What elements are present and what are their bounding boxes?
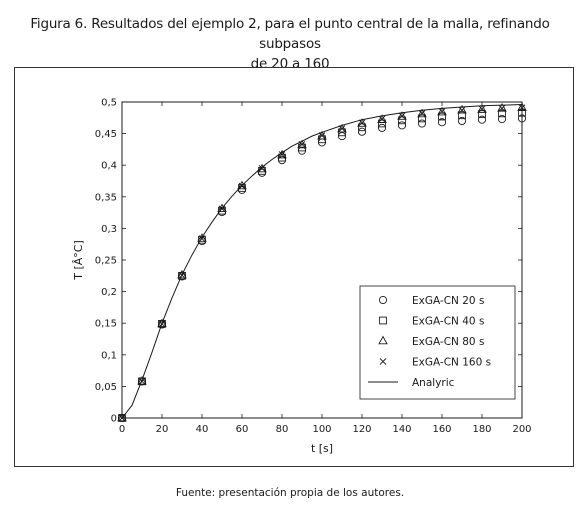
x-tick-label: 20	[155, 424, 169, 435]
x-tick-label: 60	[235, 424, 249, 435]
x-axis-label: t [s]	[310, 442, 334, 455]
x-tick-label: 0	[118, 424, 126, 435]
circle-point	[398, 122, 405, 129]
x-tick-label: 180	[472, 424, 492, 435]
figure-title-line-2: de 20 a 160	[250, 56, 330, 72]
y-tick-label: 0,35	[94, 192, 117, 204]
x-tick-label: 200	[512, 424, 532, 435]
x-tick-label: 100	[312, 424, 332, 435]
y-tick-label: 0	[110, 413, 117, 425]
x-tick-label: 80	[275, 424, 289, 435]
circle-point	[358, 128, 365, 135]
circle-point	[378, 124, 385, 131]
figure-title-line-1: Figura 6. Resultados del ejemplo 2, para el punto central de la malla, refinando subpasos	[30, 16, 550, 52]
y-axis-label: T [Â°C]	[72, 240, 85, 280]
x-tick-label: 160	[432, 424, 452, 435]
figure-source: Fuente: presentación propia de los autores.	[175, 487, 405, 499]
y-tick-label: 0,25	[94, 255, 117, 267]
legend-label: Analyric	[412, 376, 455, 389]
y-tick-label: 0,5	[101, 97, 117, 109]
circle-point	[418, 120, 425, 127]
y-tick-label: 0,05	[94, 381, 117, 393]
y-tick-label: 0,15	[94, 318, 117, 330]
y-tick-label: 0,3	[101, 223, 117, 235]
legend	[360, 286, 515, 399]
y-tick-label: 0,2	[101, 287, 117, 299]
legend-label: ExGA-CN 20 s	[412, 294, 485, 307]
legend-label: ExGA-CN 40 s	[412, 315, 485, 328]
y-tick-label: 0,45	[94, 129, 117, 141]
circle-point	[238, 186, 245, 193]
x-tick-label: 120	[352, 424, 372, 435]
legend-label: ExGA-CN 160 s	[412, 356, 492, 369]
legend-label: ExGA-CN 80 s	[412, 335, 485, 348]
y-tick-label: 0,4	[101, 160, 117, 172]
x-tick-label: 40	[195, 424, 209, 435]
x-tick-label: 140	[392, 424, 412, 435]
y-tick-label: 0,1	[101, 350, 117, 362]
